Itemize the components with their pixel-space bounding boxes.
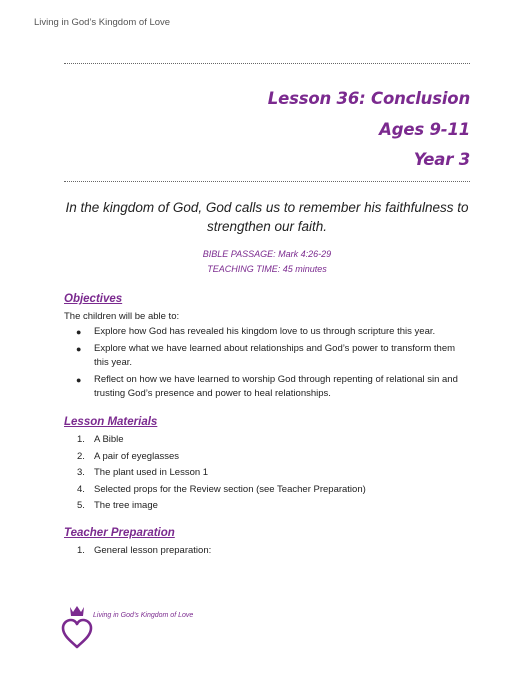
material-text: A Bible (94, 434, 124, 445)
objective-text: Reflect on how we have learned to worship God through repenting of relational sin and trusting God’s presence and power to heal relationships. (94, 374, 458, 399)
material-text: The tree image (94, 500, 158, 511)
material-text: A pair of eyeglasses (94, 450, 180, 462)
list-number: 1. (77, 434, 85, 445)
teacher-prep-list (64, 544, 211, 561)
list-item (64, 499, 366, 513)
teaching-time: TEACHING TIME: 45 minutes (207, 264, 327, 274)
list-item (64, 373, 464, 401)
objective-text: Explore what we have learned about relationships and God’s power to transform them this year. (94, 343, 456, 368)
material-text: The plant used in Lesson 1 (94, 467, 209, 478)
list-number: 2. (77, 450, 85, 462)
list-item (64, 483, 366, 497)
list-item (64, 325, 464, 339)
list-item (64, 433, 366, 447)
objectives-list (64, 325, 464, 404)
bible-passage: BIBLE PASSAGE: Mark 4:26-29 (202, 249, 332, 259)
lesson-theme: In the kingdom of God, God calls us to remember his faithfulness to strengthen our faith. (65, 200, 469, 234)
bullet-icon: ● (76, 375, 82, 385)
objectives-intro: The children will be able to: (64, 311, 180, 322)
list-number: 1. (77, 545, 85, 556)
running-header: Living in God’s Kingdom of Love (34, 17, 171, 28)
material-text: Selected props for the Review section (see Teacher Preparation) (94, 483, 366, 495)
bullet-icon: ● (76, 327, 82, 337)
bullet-icon: ● (76, 344, 82, 354)
prep-text: General lesson preparation: (94, 545, 212, 556)
materials-heading: Lesson Materials (64, 416, 158, 428)
list-item (64, 342, 464, 370)
list-number: 4. (77, 483, 85, 495)
objective-text: Explore how God has revealed his kingdom love to us through scripture this year. (94, 326, 436, 337)
lesson-title: Lesson 36: Conclusion (267, 89, 470, 108)
top-divider (64, 63, 470, 64)
materials-list (64, 433, 366, 516)
teacher-prep-heading: Teacher Preparation (64, 527, 175, 539)
list-item (64, 466, 366, 480)
year-label: Year 3 (413, 150, 470, 169)
bottom-divider (64, 181, 470, 182)
list-number: 5. (77, 500, 85, 511)
list-item (64, 450, 366, 464)
footer-text: Living in God’s Kingdom of Love (93, 612, 194, 619)
age-range: Ages 9-11 (379, 120, 470, 139)
list-number: 3. (77, 467, 85, 478)
objectives-heading: Objectives (64, 293, 123, 305)
crown-heart-logo-icon (60, 605, 94, 656)
list-item (64, 544, 211, 558)
